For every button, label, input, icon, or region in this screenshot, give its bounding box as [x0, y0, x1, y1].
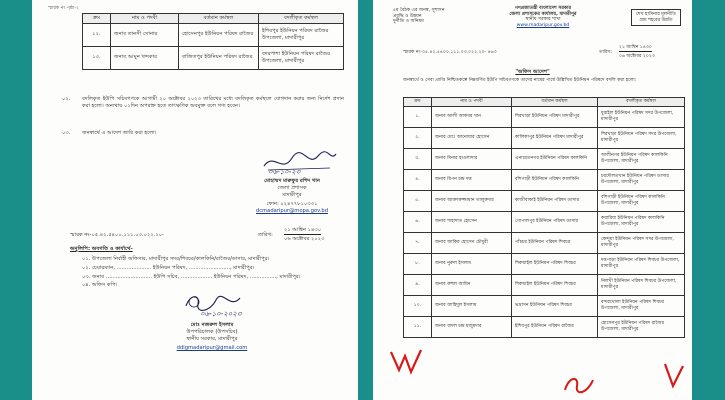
signatory-1-place: মাদারীপুর — [282, 191, 302, 198]
date-english: ০৬ অক্টোবর ২০২৩ — [284, 236, 325, 242]
header-right-box: শেখ হাসিনার মূলনীতি গ্রাম শহরের উন্নতি — [631, 9, 681, 26]
document-page-1 — [32, 0, 358, 400]
list-item: ০১. উপজেলা নির্বাহী অফিসার, মাদারীপুর সদর/শিবচর/কালকিনি/রাজৈর/ডাসার, মাদারীপুর। — [82, 256, 270, 262]
red-initial-mark-left — [387, 346, 427, 376]
table-header-row — [83, 14, 344, 24]
signature-date-2: ০৬-১০-২০২৩ — [200, 310, 242, 318]
date-label: তারিখ: — [258, 232, 273, 238]
signatory-2-email[interactable]: ddlgmadaripur@gmail.com — [176, 345, 248, 352]
date-english-2: ০৬ অক্টোবর ২০২৩ — [619, 54, 655, 59]
para-2-number: ০২. — [62, 96, 71, 102]
date-bangla-2: ২১ আশ্বিন ১৪৩০ — [619, 45, 652, 50]
table-row: ৭. জনাব জাকির হোসেন চৌধুরী পাঁচচর ইউনিয়ন পরিষদ শিবচর কেন্দুয়া ইউনিয়ন পরিষদ সদর উপজেলা, মাদারীপুর — [404, 233, 685, 254]
col-current: বর্তমান কর্মস্থল — [512, 98, 598, 107]
table-row: ১২. জনাব তানসী সোনার হোসেনপুর ইউনিয়ন পরিষদ রাজৈর ইশিবপুর ইউনিয়ন পরিষদ রাজৈর উপজেলা, মাদারীপুর — [83, 23, 344, 46]
signatory-2-name: মোঃ নজরুল ইসলাম — [190, 322, 234, 328]
memo-number-2: স্মারক নং-০৫.৪২.৫৪০০.১১১.০৩.০২২.২০- ৪৬৩ — [403, 50, 497, 55]
signatory-1-phone: ফোন: ০২৪৭৭৮১০৩৩১ — [266, 201, 318, 208]
list-item: ০২. চেয়ারম্যান, ..................... ইউনিয়ন পরিষদ, ........................., মাদারীপুর। — [82, 264, 255, 271]
col-serial: ক্রম — [83, 14, 111, 24]
signatory-2-office: স্থানীয় সরকার, মাদারীপুর — [186, 335, 238, 342]
list-item: ০৪. অফিস কপি। — [82, 282, 118, 289]
red-initial-mark-bottom — [559, 372, 599, 398]
col-name: নাম ও পদবী — [111, 14, 179, 24]
para-2-text: বদলিকৃত ইউপি সচিবগণকে আগামী ২০ অক্টোবর ২০২৩ তারিখের মধ্যে বদলিকৃত কর্মস্থলে যোগদান করার জন্য নির্দেশ প্রদান করা হলো। অন্যথায় ০১দিন অপরাহ্ন হতে তাৎক্ষণিক অবমুক্ত বলে গণ্য হবেন। — [82, 96, 344, 109]
table-header-row — [404, 98, 685, 107]
col-transfer: বদলীকৃত কর্মস্থল — [598, 98, 685, 107]
website-link[interactable]: www.madaripur.gov.bd — [516, 23, 570, 29]
header-center-block: গণপ্রজাতন্ত্রী বাংলাদেশ সরকার জেলা প্রশাসকের কার্যালয়, মাদারীপুর স্থানীয় সরকার শাখা www.madaripur.gov.bd — [483, 6, 603, 29]
para-3-text: জনস্বার্থে এ আদেশ জারি করা হলো। — [82, 130, 157, 136]
col-current: বর্তমান কর্মস্থল — [179, 14, 259, 24]
signatory-1-name: মোহাম্মদ মারুফুর রশিদ খান — [264, 178, 320, 184]
table-row: ১১. জনাব বাদল চন্দ্র মজুমদার ইশিবপুর ইউনিয়ন পরিষদ রাজৈর হোসেনপুর ইউনিয়ন পরিষদ রাজৈর উপজেলা, মাদারীপুর — [404, 317, 685, 338]
order-title: "অফিস আদেশ" — [515, 69, 550, 75]
col-serial: ক্রম — [404, 98, 432, 107]
para-3-number: ০৩. — [62, 130, 71, 136]
table-row: ৩. জনাব মিনার হাওলাদার এনায়েতনগর ইউনিয়ন পরিষদ কালকিনি আলীনগর ইউনিয়ন পরিষদ কালকিনি উপজেলা, মাদারীপুর — [404, 149, 685, 170]
signature-date-1: ০৬-১০-২৩ — [268, 168, 301, 176]
table-row: ২. জনাব মোঃ আনোয়ার হোসেন কালিকাপুর ইউনিয়ন পরিষদ মাদারীপুর শিরখাড়া ইউনিয়ন পরিষদ সদর উপজেলা, মাদারীপুর — [404, 128, 685, 149]
table-row: ৯. জনাব রুহুল আমিন শিরুয়াইল ইউনিয়ন পরিষদ শিবচর নিলখী ইউনিয়ন পরিষদ শিবচর উপজেলা, মাদারীপুর — [404, 275, 685, 296]
document-page-2 — [373, 0, 692, 400]
table-row: ৫. জনাব আক্তারুজ্জামান তালুকদার কাজীবাকাই ইউনিয়ন পরিষদ ডাসার বাঁশগাড়ী ইউনিয়ন পরিষদ কালকিনি উপজেলা, মাদারীপুর — [404, 191, 685, 212]
table-row: ১০. জনাব জাহিদুল ইসলাম ভদ্রাসন ইউনিয়ন পরিষদ শিবচর বন্দরখোলা ইউনিয়ন পরিষদ শিবচর উপজেলা, মাদারীপুর — [404, 296, 685, 317]
list-item: ০৩. জনাব ............................ ইউপি সচিব, ................... ইউনিয়ন পরিষদ, ................, মাদারীপুর। — [82, 273, 301, 280]
signatory-2-title: উপপরিচালক (উপসচিব) — [186, 328, 238, 335]
table-row: ১৩. জনাব আমুন খন্দকার বাজিতপুর ইউনিয়ন পরিষদ রাজৈর বদরপাশা ইউনিয়ন পরিষদ রাজৈর উপজেলা, মাদারীপুর — [83, 46, 344, 69]
order-intro: জনস্বার্থে ও সেবা প্রাপ্তি নিশ্চিতকল্পে নিম্নবর্ণিত ইউপি সচিবগণকে তাদের নামের পার্শ্বে উল্লিখিত ইউনিয়ন পরিষদে বদলি করা হলো: — [403, 78, 637, 83]
signatory-1-email[interactable]: dcmadaripur@mopa.gov.bd — [255, 208, 329, 214]
table-row: ৮. জনাব নুরুল ইসলাম শিরুয়াইল ইউনিয়ন পরিষদ শিবচর দত্তপাড়া ইউনিয়ন পরিষদ শিবচর উপজেলা, মাদারীপুর — [404, 254, 685, 275]
copy-list — [82, 256, 354, 289]
col-name: নাম ও পদবী — [432, 98, 512, 107]
transfer-table-continued — [82, 13, 344, 70]
table-row: ১. জনাব আলী আকবর খান শিরখাড়া ইউনিয়ন পরিষদ মাদারীপুর ধুরাইল ইউনিয়ন পরিষদ সদর উপজেলা, মাদারীপুর — [404, 107, 685, 128]
date-bangla: ২১ আশ্বিন ১৪৩০ — [284, 227, 322, 233]
transfer-table — [403, 97, 685, 338]
copy-heading: অনুলিপি: অবগতি ও কার্যার্থে- — [70, 246, 133, 252]
table-row: ৬. জনাব শাহাদাত হোসেন গোপালপুর ইউনিয়ন পরিষদ ডাসার কয়ারিয়া ইউনিয়ন পরিষদ কালকিনি উপজেলা, মাদারীপুর — [404, 212, 685, 233]
header-left-block: ৫ম বৈঠক এর জনস্ব, সুশাসন প্রবৃদ্ধি ও উন্নয়ন দুর্নীতি ও অনিয়ম — [393, 8, 445, 25]
col-transfer: বদলীকৃত কর্মস্থল — [259, 14, 344, 24]
signatory-2-block — [147, 322, 277, 352]
page-header-note: স্মারক নং পৃষ্ঠা-২ — [48, 6, 79, 11]
table-row: ৪. জনাব রিপন চন্দ্র দত্ত বাঁশগাড়ী ইউনিয়ন পরিষদ কালকিনি চরদৌলতখান ইউনিয়ন পরিষদ ডাসার উপজেলা, মাদারীপুর — [404, 170, 685, 191]
signatory-1-block — [227, 178, 357, 215]
red-initial-mark-right — [659, 360, 689, 390]
date-label-2: তারিখ: — [599, 50, 613, 55]
signatory-1-title: জেলা প্রশাসক — [277, 184, 307, 191]
memo-number: স্মারক নং-০৫.৪২.৫৪০০.১১১.০৩.০২২.২০- — [70, 232, 164, 238]
